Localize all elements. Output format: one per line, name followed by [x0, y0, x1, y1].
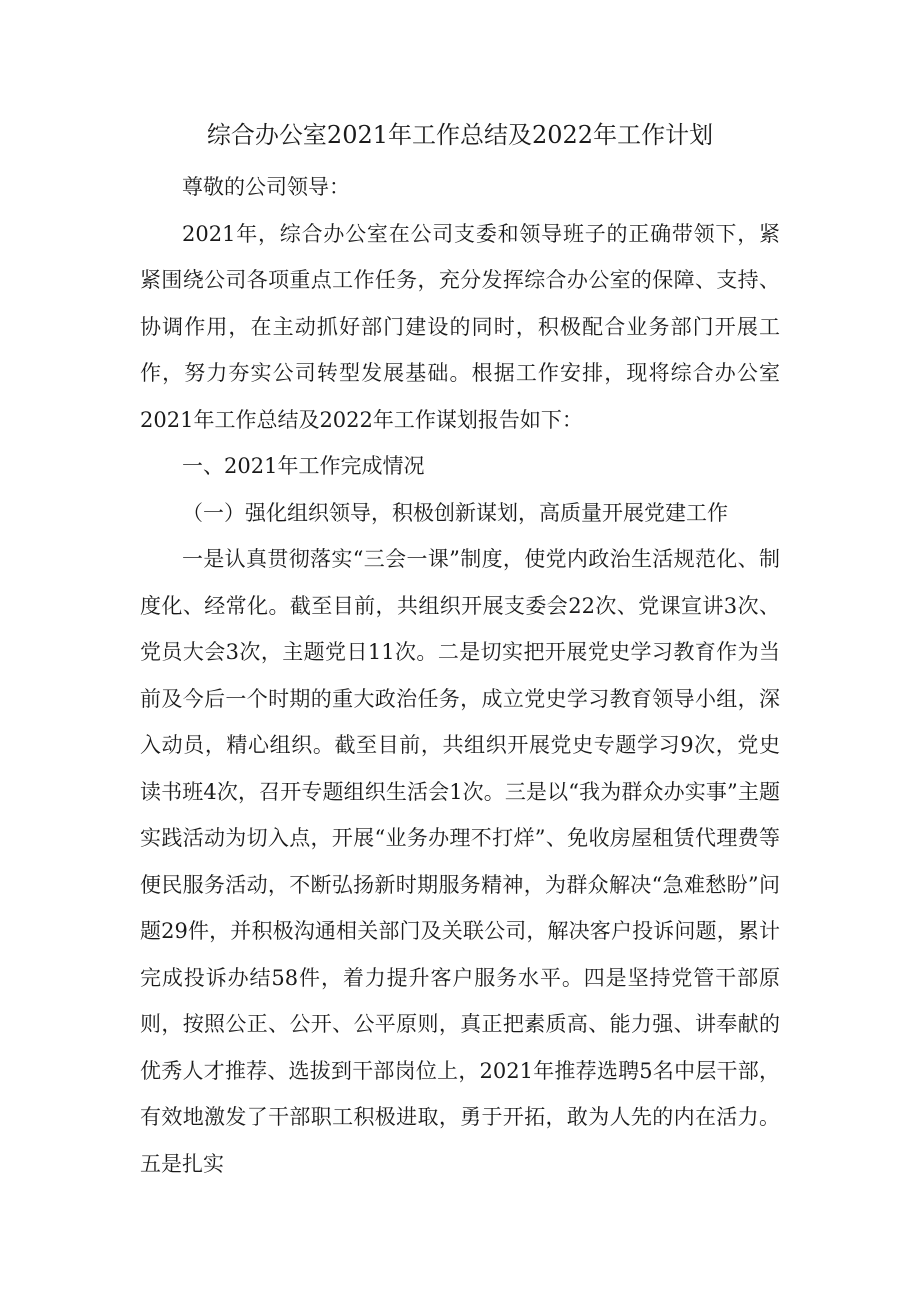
section-heading: 一、2021年工作完成情况: [182, 454, 425, 478]
subsection-paragraph: 一是认真贯彻落实“三会一课”制度，使党内政治生活规范化、制度化、经常化。截至目前，共组织开展支委会22次、党课宣讲3次、党员大会3次，主题党日11次。二是切实把开展党史学习教育作为当前及今后一个时期的重大政治任务，成立党史学习教育领导小组，深入动员，精心组织。截至目前，共组织开展党史专题学习9次，党史读书班4次，召开专题组织生活会1次。三是以“我为群众办实事”主题实践活动为切入点，开展“业务办理不打烊”、免收房屋租赁代理费等便民服务活动，不断弘扬新时期服务精神，为群众解决“急难愁盼”问题29件，并积极沟通相关部门及关联公司，解决客户投诉问题，累计完成投诉办结58件，着力提升客户服务水平。四是坚持党管干部原则，按照公正、公开、公平原则，真正把素质高、能力强、讲奉献的优秀人才推荐、选拔到干部岗位上，2021年推荐选聘5名中层干部，有效地激发了干部职工积极进取，勇于开拓，敢为人先的内在活力。五是扎实: [140, 547, 780, 1176]
document-body: [140, 164, 780, 1187]
subsection-heading: （一）强化组织领导，积极创新谋划，高质量开展党建工作: [182, 500, 728, 525]
document-title: 综合办公室2021年工作总结及2022年工作计划: [206, 121, 714, 149]
salutation: 尊敬的公司领导：: [182, 175, 350, 199]
intro-paragraph: 2021年，综合办公室在公司支委和领导班子的正确带领下，紧紧围绕公司各项重点工作任务，充分发挥综合办公室的保障、支持、协调作用，在主动抓好部门建设的同时，积极配合业务部门开展工作，努力夯实公司转型发展基础。根据工作安排，现将综合办公室2021年工作总结及2022年工作谋划报告如下：: [140, 221, 780, 432]
